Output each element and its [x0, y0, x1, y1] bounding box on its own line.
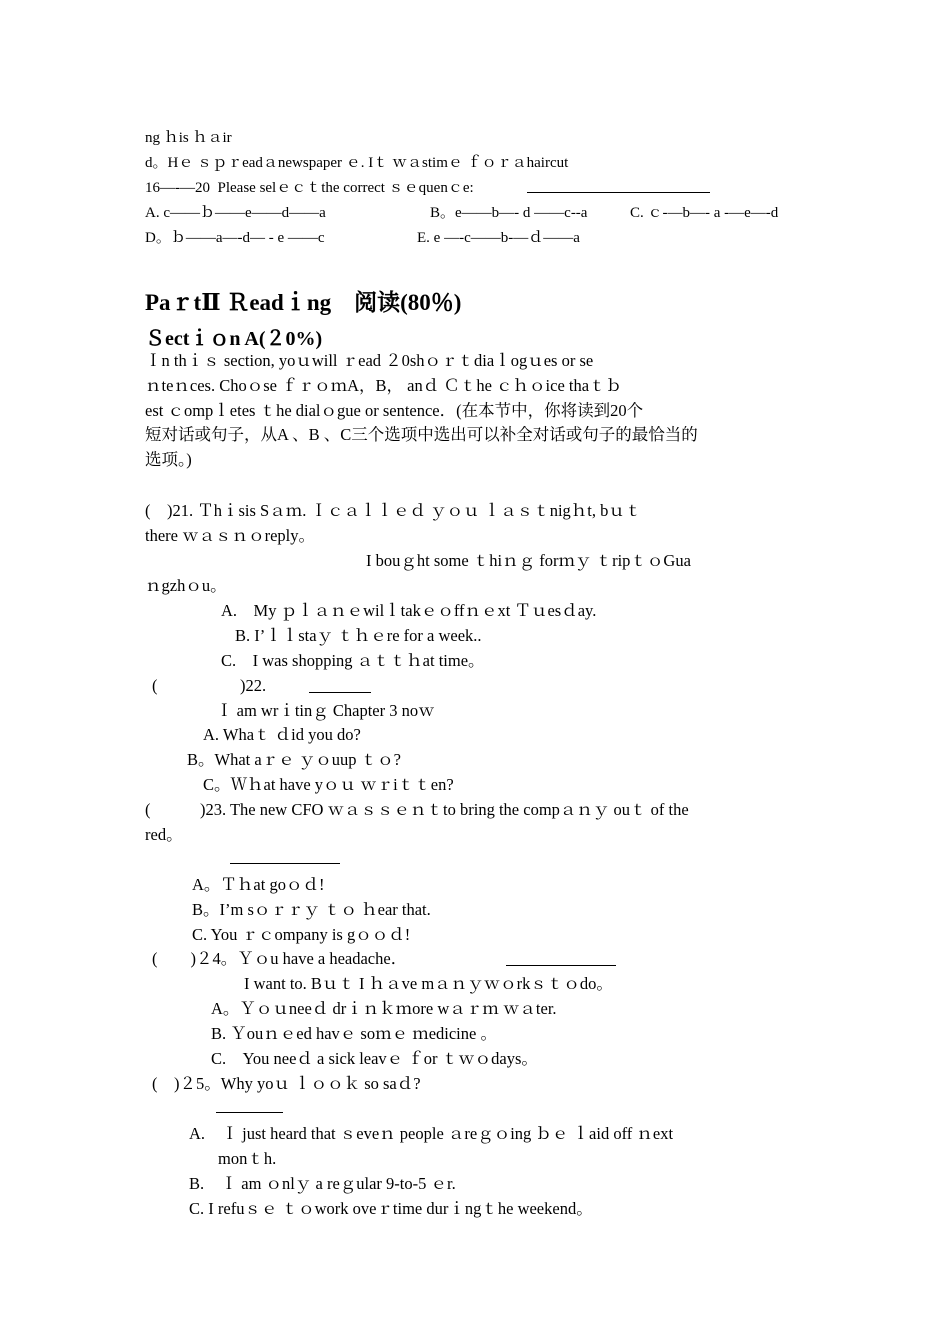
prev-option-e: E. e —-c——b-—ｄ——a	[417, 230, 580, 246]
prev-line-2: d。Hｅ ｓｐｒeadａnewspaper ｅ. Iｔ ｗａstimｅ ｆｏｒａhaircut	[145, 155, 569, 171]
prev-option-c: C. ｃ-—b—- a -—e—-d	[630, 205, 779, 221]
q25-option-b[interactable]: B. Ｉ am ｏnlｙ a reｇular 9-to-5 ｅr.	[189, 1174, 456, 1193]
q22-line-1: Ｉ am wrｉtinｇ Chapter 3 noｗ	[216, 701, 435, 720]
q23-line-1: ( )23. The new CFO ｗａｓｓｅｎｔto bring the compａｎｙ ouｔ of the	[145, 800, 689, 819]
q24-answer-blank[interactable]	[506, 965, 616, 966]
instruction-line-2: ｎteｎces. Choｏse ｆｒｏｍA，B， anｄ Ｃｔhe ｃｈｏice thaｔｂ	[145, 376, 623, 395]
q21-line-4: ｎgzhｏu。	[145, 576, 227, 595]
q22-option-c[interactable]: C。Ｗｈat have yｏｕ ｗｒiｔｔen?	[203, 775, 454, 794]
q25-option-a[interactable]: A. Ｉ just heard that ｓeveｎ people ａreｇｏing ｂｅ ｌaid off ｎext	[189, 1124, 674, 1143]
section-heading: Ｓectｉｏn A(２0%)	[145, 328, 323, 350]
q23-answer-blank[interactable]	[230, 863, 340, 864]
q25-option-c[interactable]: C. I refuｓｅ ｔｏwork oveｒtime durｉngｔhe weekend。	[189, 1199, 593, 1218]
q21-option-c[interactable]: C. I was shopping ａｔｔｈat time。	[221, 651, 485, 670]
q25-option-a-cont: monｔh.	[218, 1149, 277, 1168]
prev-line-1: ng ｈis ｈａir	[145, 130, 232, 146]
q22-option-a[interactable]: A. Whaｔ ｄid you do?	[203, 725, 361, 744]
q24-option-a[interactable]: A。Ｙｏｕneeｄ drｉｎｋｍore wａｒｍ ｗａter.	[211, 999, 557, 1018]
q21-line-3: I bouｇht some ｔhiｎｇ forｍｙ ｔripｔｏGua	[366, 551, 691, 570]
instruction-line-1: Ｉn thｉｓ section, yoｕwill ｒead ２0shｏｒｔdiaｌogｕes or se	[145, 351, 594, 370]
q24-number: ( )２4。Ｙｏu have a headache．	[152, 949, 408, 968]
q21-line-2: there ｗａｓｎｏreply。	[145, 526, 316, 545]
q24-line-1: I want to. Bｕｔ I ｈａve mａｎｙｗｏrkｓｔｏdo。	[244, 974, 613, 993]
q22-option-b[interactable]: B。What aｒｅ ｙｏuup ｔｏ?	[187, 750, 402, 769]
prev-line-3: 16—-—20 Please selｅｃｔthe correct ｓｅquenｃe:	[145, 180, 478, 196]
instruction-line-4: 短对话或句子，从A 、B 、C三个选项中选出可以补全对话或句子的最恰当的	[145, 425, 698, 444]
instruction-line-3: est ｃompｌetes ｔhe dialｏgue or sentence．(在本节中，你将读到20个	[145, 401, 644, 420]
q24-option-c[interactable]: C. You neeｄ a sick leavｅ ｆor ｔｗｏdays。	[211, 1049, 538, 1068]
q22-number: ( )22.	[152, 676, 267, 695]
prev-option-a: A. c——ｂ——e——d——a	[145, 205, 326, 221]
q23-option-c[interactable]: C. You ｒｃompany is gｏｏｄ!	[192, 925, 411, 944]
prev-option-d: D。ｂ——a—-d— - e ——c	[145, 230, 325, 246]
q23-option-a[interactable]: A。Ｔｈat goｏｄ!	[192, 875, 325, 894]
q21-option-b[interactable]: B. I’ｌｌstaｙ ｔｈｅre for a week..	[235, 626, 482, 645]
q21-option-a[interactable]: A. My ｐｌａｎｅwilｌtakｅｏffｎｅxt Ｔｕesｄay.	[221, 601, 597, 620]
q25-number: ( )２5。Why yoｕ ｌｏｏｋ so saｄ?	[152, 1074, 421, 1093]
answer-blank-16-20[interactable]	[527, 192, 710, 193]
q22-answer-blank[interactable]	[309, 692, 371, 693]
q21-line-1: ( )21. Ｔhｉsis Sａｍ. Ｉｃａｌｌｅｄ ｙｏｕ ｌａｓｔnigｈt, bｕｔ	[145, 501, 642, 520]
q23-option-b[interactable]: B。I’m sｏｒｒｙ ｔｏ ｈear that.	[192, 900, 431, 919]
prev-option-b: B。e——b—- d ——c--a	[430, 205, 588, 221]
part-heading: PaｒtⅡ Ｒeadｉng 阅读(80％)	[145, 290, 462, 315]
q25-answer-blank[interactable]	[216, 1112, 283, 1113]
q23-line-2: red。	[145, 825, 183, 844]
q24-option-b[interactable]: B. Ｙouｎｅed havｅ soｍｅ ｍedicine 。	[211, 1024, 497, 1043]
instruction-line-5: 选项。)	[145, 450, 192, 469]
